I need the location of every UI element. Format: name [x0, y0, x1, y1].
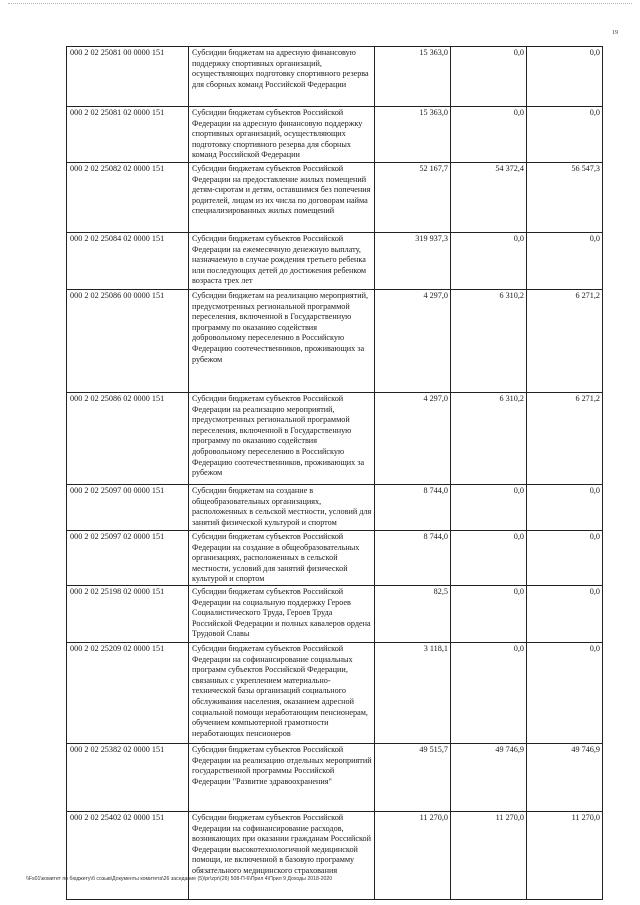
- amount-2020-cell: 11 270,0: [527, 812, 603, 900]
- scan-top-edge: [8, 3, 632, 4]
- amount-2020-cell: 0,0: [527, 531, 603, 586]
- amount-2019-cell: 0,0: [451, 107, 527, 163]
- budget-code-cell: 000 2 02 25086 02 0000 151: [67, 393, 189, 485]
- amount-2018-cell: 3 118,1: [375, 643, 451, 744]
- amount-2020-cell: 0,0: [527, 586, 603, 643]
- amount-2018-cell: 8 744,0: [375, 485, 451, 531]
- table-row: [67, 290, 603, 393]
- amount-2018-cell: 319 937,3: [375, 233, 451, 290]
- amount-2019-cell: 11 270,0: [451, 812, 527, 900]
- table-row: [67, 485, 603, 531]
- amount-2019-cell: 0,0: [451, 47, 527, 107]
- amount-2019-cell: 54 372,4: [451, 163, 527, 233]
- budget-code-cell: 000 2 02 25081 00 0000 151: [67, 47, 189, 107]
- table-row: [67, 643, 603, 744]
- amount-2019-cell: 6 310,2: [451, 393, 527, 485]
- budget-code-cell: 000 2 02 25198 02 0000 151: [67, 586, 189, 643]
- budget-code-cell: 000 2 02 25382 02 0000 151: [67, 744, 189, 812]
- budget-code-cell: 000 2 02 25082 02 0000 151: [67, 163, 189, 233]
- table-row: [67, 107, 603, 163]
- table-row: [67, 586, 603, 643]
- table-row: [67, 744, 603, 812]
- amount-2020-cell: 49 746,9: [527, 744, 603, 812]
- amount-2019-cell: 0,0: [451, 233, 527, 290]
- amount-2020-cell: 0,0: [527, 233, 603, 290]
- revenue-name-cell: Субсидии бюджетам субъектов Российской Федерации на софинансирование социальных программ субъектов Российской Федерации, связанных с укреплением материально-технической базы организаций социального обслуживания населения, оказанием адресной социальной помощи неработающим пенсионерам, обучением компьютерной грамотности неработающих пенсионеров: [189, 643, 375, 744]
- revenue-name-cell: Субсидии бюджетам субъектов Российской Федерации на адресную финансовую поддержку спортивных организаций, осуществляющих подготовку спортивного резерва для сборных команд Российской Федерации: [189, 107, 375, 163]
- budget-code-cell: 000 2 02 25097 02 0000 151: [67, 531, 189, 586]
- amount-2020-cell: 0,0: [527, 485, 603, 531]
- amount-2018-cell: 4 297,0: [375, 393, 451, 485]
- file-path-footer: \\Fs01\комитет по бюджету\б созыв\Документы комитета\26 заседание (5)\pr\zpr\(26) 508-П-6\Прил 4\Прил 9 Доходы 2018-2020: [26, 876, 333, 882]
- amount-2018-cell: 15 363,0: [375, 47, 451, 107]
- amount-2018-cell: 52 167,7: [375, 163, 451, 233]
- amount-2019-cell: 0,0: [451, 485, 527, 531]
- budget-code-cell: 000 2 02 25097 00 0000 151: [67, 485, 189, 531]
- amount-2019-cell: 0,0: [451, 586, 527, 643]
- table-row: [67, 47, 603, 107]
- amount-2019-cell: 0,0: [451, 531, 527, 586]
- amount-2020-cell: 0,0: [527, 643, 603, 744]
- revenue-name-cell: Субсидии бюджетам субъектов Российской Федерации на предоставление жилых помещений детям-сиротам и детям, оставшимся без попечения родителей, лицам из их числа по договорам найма специализированных жилых помещений: [189, 163, 375, 233]
- amount-2020-cell: 0,0: [527, 47, 603, 107]
- revenue-name-cell: Субсидии бюджетам на адресную финансовую поддержку спортивных организаций, осуществляющих подготовку спортивного резерва для сборных команд Российской Федерации: [189, 47, 375, 107]
- budget-code-cell: 000 2 02 25084 02 0000 151: [67, 233, 189, 290]
- table-row: [67, 393, 603, 485]
- table-row: [67, 531, 603, 586]
- amount-2018-cell: 49 515,7: [375, 744, 451, 812]
- budget-code-cell: 000 2 02 25086 00 0000 151: [67, 290, 189, 393]
- amount-2018-cell: 11 270,0: [375, 812, 451, 900]
- table-row: [67, 163, 603, 233]
- amount-2020-cell: 0,0: [527, 107, 603, 163]
- revenue-table: [66, 46, 603, 900]
- table-row: [67, 233, 603, 290]
- amount-2020-cell: 56 547,3: [527, 163, 603, 233]
- revenue-name-cell: Субсидии бюджетам на реализацию мероприятий, предусмотренных региональной программой переселения, включенной в Государственную программу по оказанию содействия добровольному переселению в Российскую Федерацию соотечественников, проживающих за рубежом: [189, 290, 375, 393]
- revenue-name-cell: Субсидии бюджетам субъектов Российской Федерации на софинансирование расходов, возникающих при оказании гражданам Российской Федерации высокотехнологичной медицинской помощи, не включенной в базовую программу обязательного медицинского страхования: [189, 812, 375, 900]
- amount-2020-cell: 6 271,2: [527, 290, 603, 393]
- budget-code-cell: 000 2 02 25402 02 0000 151: [67, 812, 189, 900]
- amount-2020-cell: 6 271,2: [527, 393, 603, 485]
- budget-code-cell: 000 2 02 25209 02 0000 151: [67, 643, 189, 744]
- amount-2018-cell: 82,5: [375, 586, 451, 643]
- amount-2019-cell: 0,0: [451, 643, 527, 744]
- amount-2018-cell: 8 744,0: [375, 531, 451, 586]
- amount-2018-cell: 15 363,0: [375, 107, 451, 163]
- revenue-name-cell: Субсидии бюджетам субъектов Российской Федерации на ежемесячную денежную выплату, назначаемую в случае рождения третьего ребенка или последующих детей до достижения ребенком возраста трех лет: [189, 233, 375, 290]
- amount-2019-cell: 6 310,2: [451, 290, 527, 393]
- page-number: 19: [612, 30, 618, 36]
- revenue-name-cell: Субсидии бюджетам на создание в общеобразовательных организациях, расположенных в сельской местности, условий для занятий физической культурой и спортом: [189, 485, 375, 531]
- revenue-name-cell: Субсидии бюджетам субъектов Российской Федерации на реализацию отдельных мероприятий государственной программы Российской Федерации "Развитие здравоохранения": [189, 744, 375, 812]
- revenue-name-cell: Субсидии бюджетам субъектов Российской Федерации на создание в общеобразовательных организациях, расположенных в сельской местности, условий для занятий физической культурой и спортом: [189, 531, 375, 586]
- revenue-name-cell: Субсидии бюджетам субъектов Российской Федерации на реализацию мероприятий, предусмотренных региональной программой переселения, включенной в Государственную программу по оказанию содействия добровольному переселению в Российскую Федерацию соотечественников, проживающих за рубежом: [189, 393, 375, 485]
- amount-2018-cell: 4 297,0: [375, 290, 451, 393]
- revenue-name-cell: Субсидии бюджетам субъектов Российской Федерации на социальную поддержку Героев Социалистического Труда, Героев Труда Российской Федерации и полных кавалеров ордена Трудовой Славы: [189, 586, 375, 643]
- amount-2019-cell: 49 746,9: [451, 744, 527, 812]
- table-row: [67, 812, 603, 900]
- budget-code-cell: 000 2 02 25081 02 0000 151: [67, 107, 189, 163]
